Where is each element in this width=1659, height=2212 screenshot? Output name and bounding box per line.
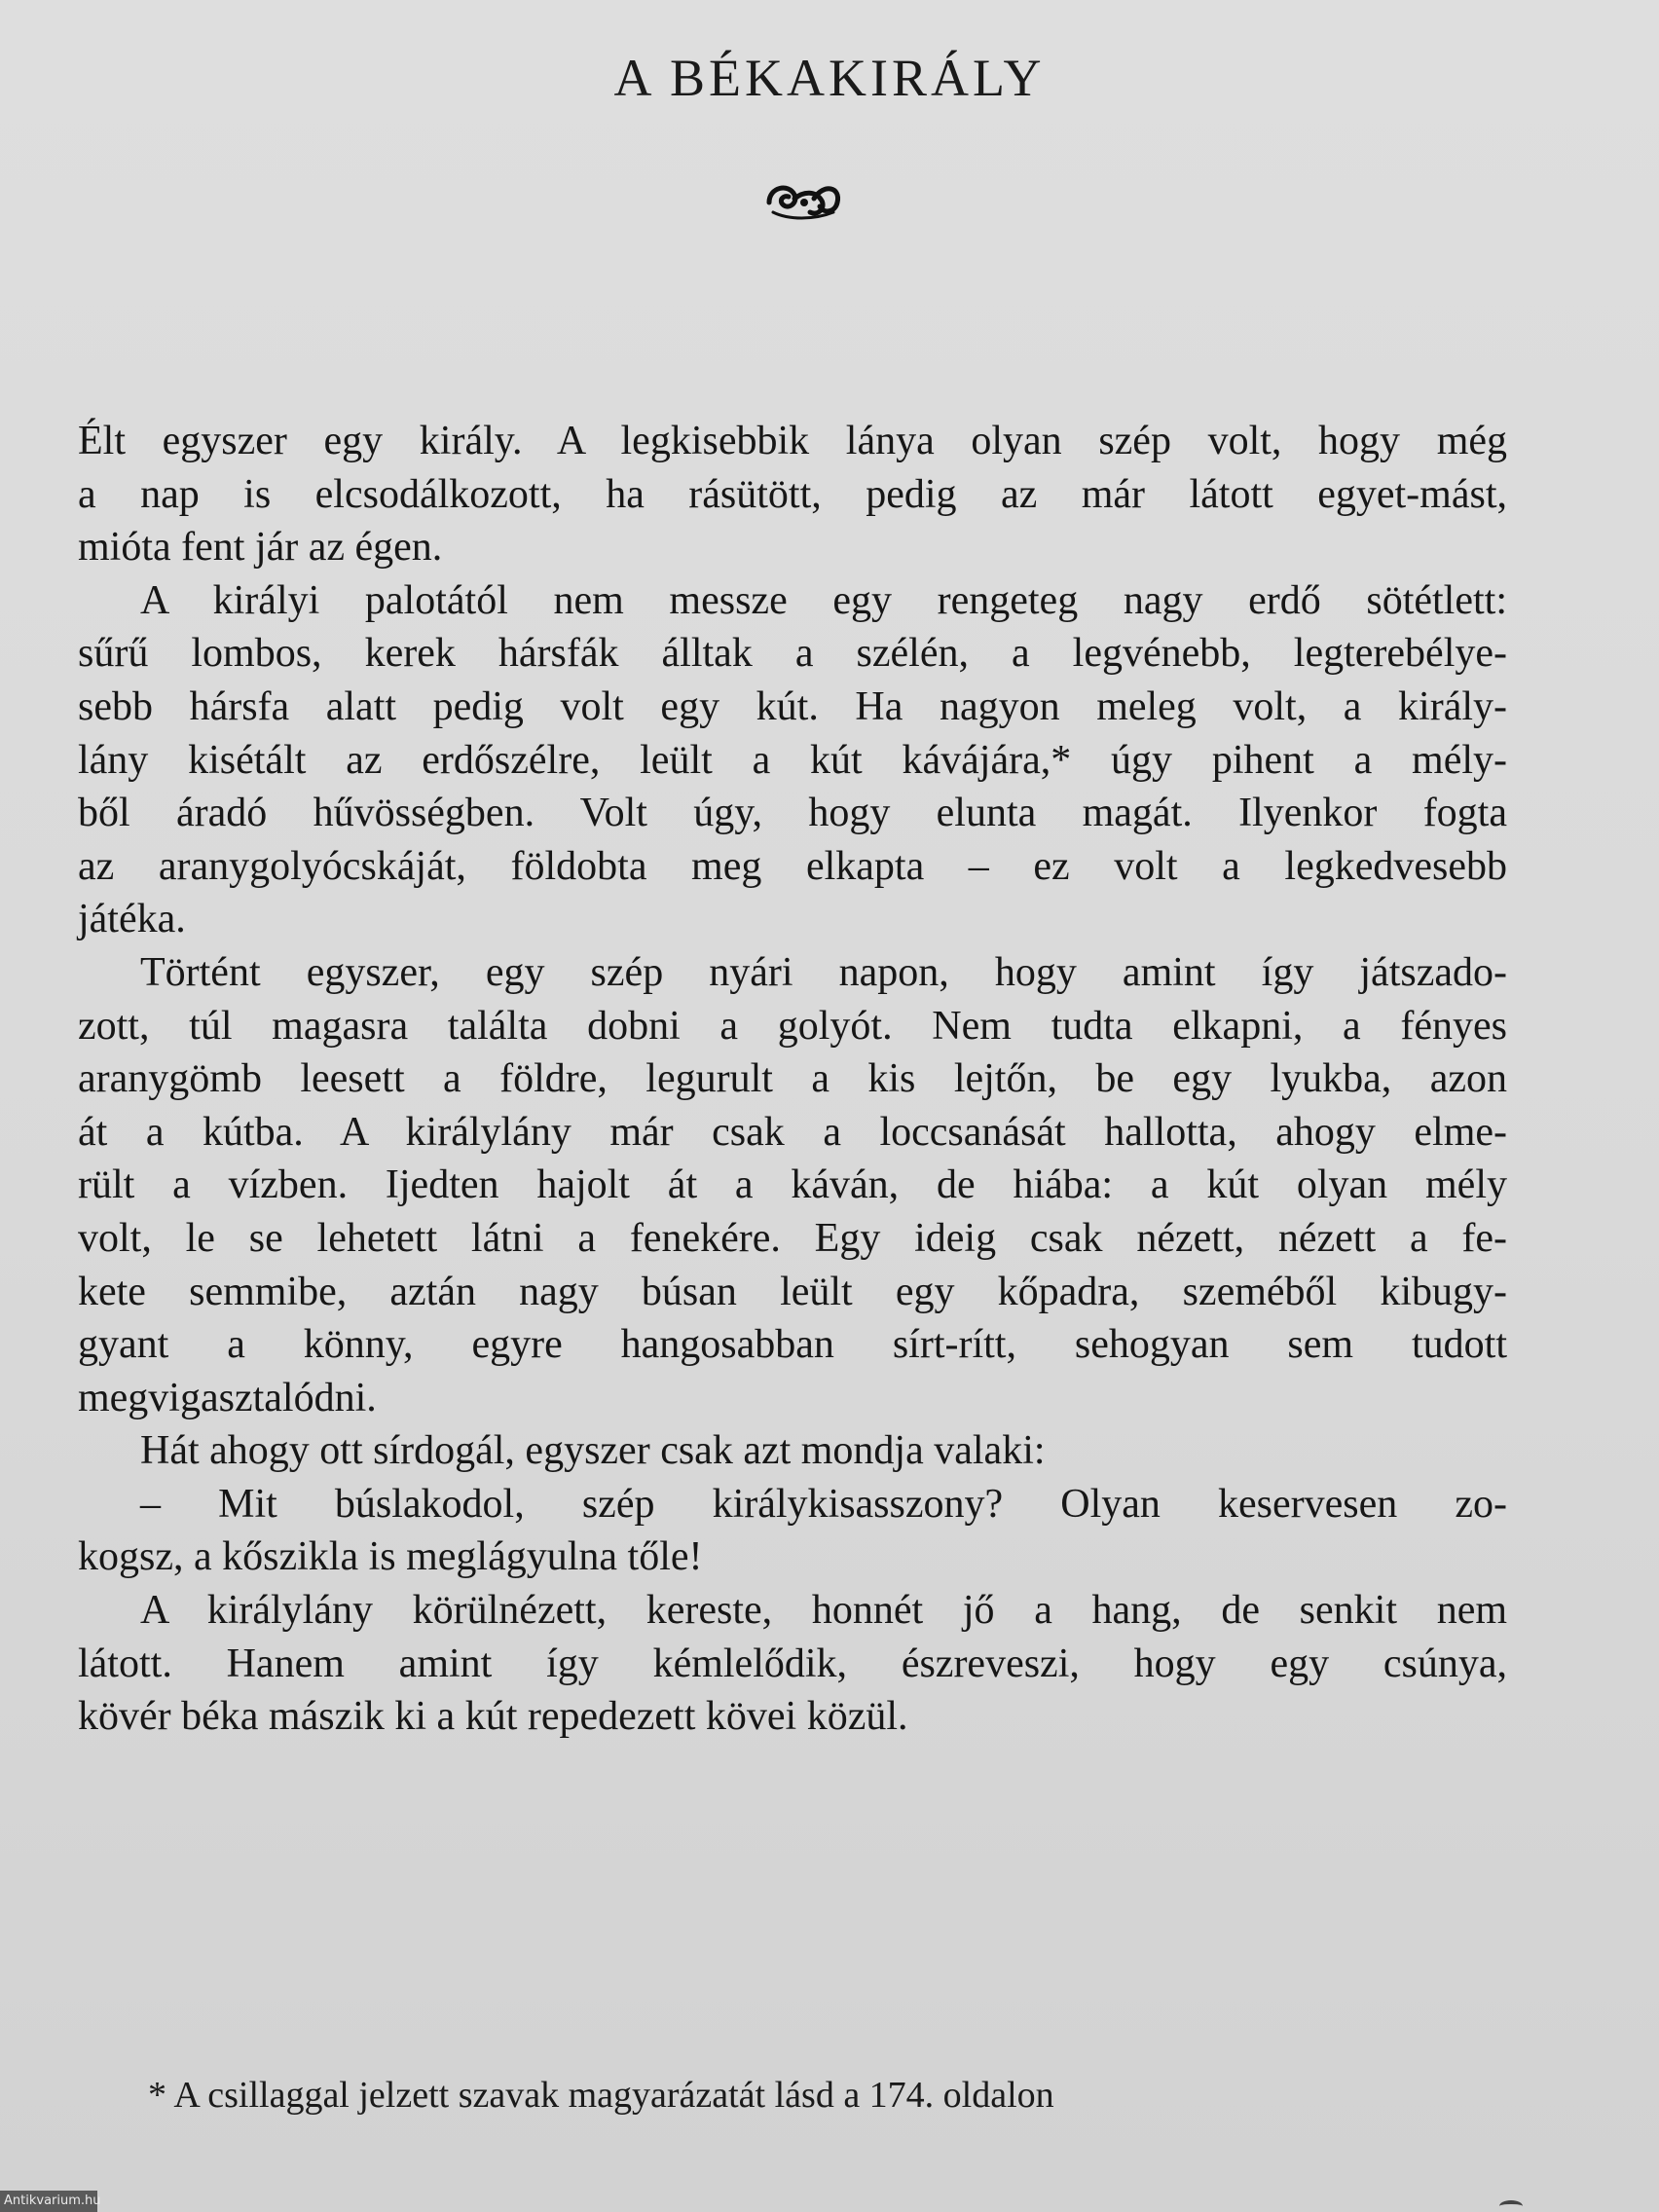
footnote: * A csillaggal jelzett szavak magyarázatát lásd a 174. oldalon [148, 2075, 1054, 2116]
text-line: mióta fent jár az égen. [78, 525, 443, 571]
source-watermark: Antikvarium.hu [0, 2191, 97, 2212]
paragraph [78, 946, 1507, 1424]
paragraph [78, 1584, 1507, 1744]
text-line: A királylány körülnézett, kereste, honnét jő a hang, de senkit nem [140, 1588, 1507, 1634]
text-line: ből áradó hűvösségben. Volt úgy, hogy elunta magát. Ilyenkor fogta [78, 791, 1507, 836]
paragraph [78, 1478, 1507, 1584]
chapter-title: A BÉKAKIRÁLY [613, 49, 1046, 107]
text-line: lány kisétált az erdőszélre, leült a kút kávájára,* úgy pihent a mély- [78, 737, 1507, 783]
text-line: megvigasztalódni. [78, 1375, 377, 1420]
text-line: aranygömb leesett a földre, legurult a kis lejtőn, be egy lyukba, azon [78, 1056, 1507, 1102]
text-line: Hát ahogy ott sírdogál, egyszer csak azt mondja valaki: [140, 1428, 1046, 1474]
text-line: játéka. [78, 897, 186, 942]
story-text [78, 415, 1507, 1744]
text-line: A királyi palotától nem messze egy rengeteg nagy erdő sötétlett: [140, 577, 1507, 623]
text-line: volt, le se lehetett látni a fenekére. Egy ideig csak nézett, nézett a fe- [78, 1215, 1507, 1261]
fleuron-ornament-icon [759, 173, 847, 226]
text-line: gyant a könny, egyre hangosabban sírt-rítt, sehogyan sem tudott [78, 1322, 1507, 1368]
text-line: látott. Hanem amint így kémlelődik, észreveszi, hogy egy csúnya, [78, 1641, 1507, 1686]
text-line: az aranygolyócskáját, földobta meg elkapta – ez volt a legkedvesebb [78, 843, 1507, 889]
text-line: zott, túl magasra találta dobni a golyót. Nem tudta elkapni, a fényes [78, 1003, 1507, 1049]
paragraph [78, 1424, 1507, 1478]
paragraph [78, 574, 1507, 946]
text-line: – Mit búslakodol, szép királykisasszony? Olyan keservesen zo- [140, 1481, 1507, 1527]
text-line: Történt egyszer, egy szép nyári napon, hogy amint így játszado- [140, 949, 1507, 995]
paragraph [78, 415, 1507, 574]
text-line: sűrű lombos, kerek hársfák álltak a szélén, a legvénebb, legterebélye- [78, 631, 1507, 677]
text-line: kete semmibe, aztán nagy búsan leült egy kőpadra, szeméből kibugy- [78, 1269, 1507, 1314]
page-corner-mark [1499, 2200, 1523, 2212]
text-line: a nap is elcsodálkozott, ha rásütött, pedig az már látott egyet-mást, [78, 471, 1507, 517]
text-line: kogsz, a kőszikla is meglágyulna tőle! [78, 1534, 703, 1580]
text-line: kövér béka mászik ki a kút repedezett kövei közül. [78, 1694, 908, 1740]
text-line: át a kútba. A királylány már csak a loccsanását hallotta, ahogy elme- [78, 1109, 1507, 1155]
text-line: rült a vízben. Ijedten hajolt át a káván, de hiába: a kút olyan mély [78, 1162, 1507, 1208]
text-line: sebb hársfa alatt pedig volt egy kút. Ha nagyon meleg volt, a király- [78, 683, 1507, 729]
text-line: Élt egyszer egy király. A legkisebbik lánya olyan szép volt, hogy még [78, 419, 1507, 463]
